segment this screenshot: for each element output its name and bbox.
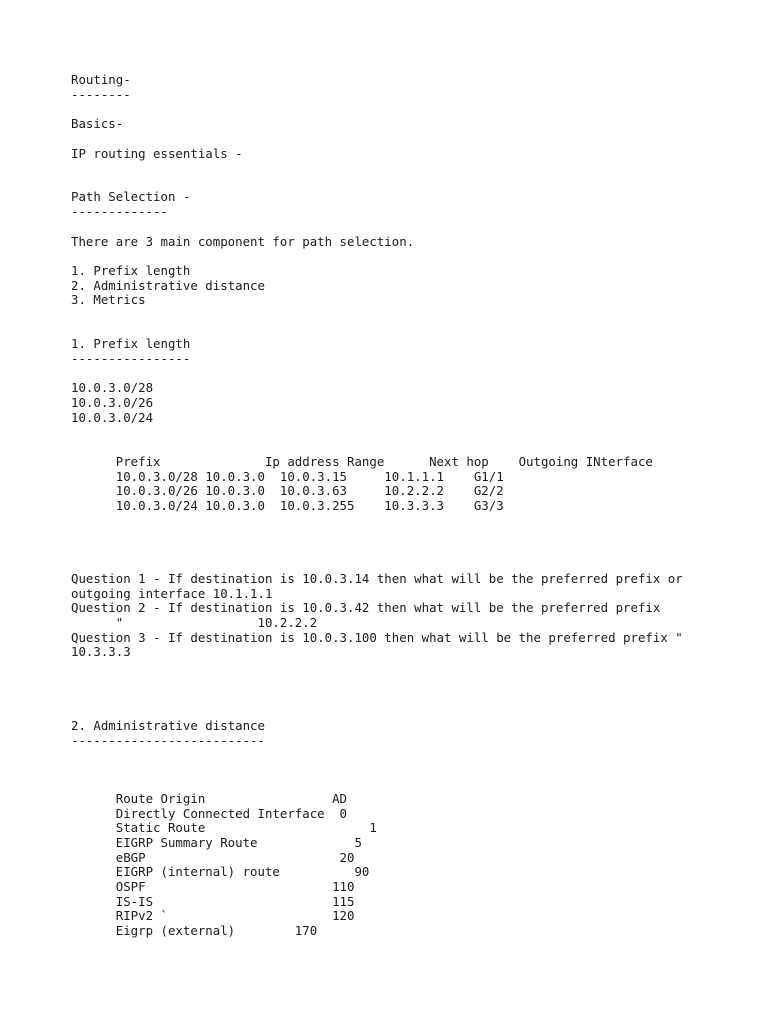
prefix-length-underline: ---------------- (71, 351, 191, 366)
path-selection-intro: There are 3 main component for path selection. (71, 234, 415, 249)
question-line: Question 1 - If destination is 10.0.3.14 then what will be the preferred prefix or (71, 571, 683, 586)
question-line: outgoing interface 10.1.1.1 (71, 586, 273, 601)
prefix-table-row: 10.0.3.0/28 10.0.3.0 10.0.3.15 10.1.1.1 G1/1 (71, 469, 504, 484)
question-line: Question 2 - If destination is 10.0.3.42 then what will be the preferred prefix (71, 600, 661, 615)
ad-table-row: EIGRP (internal) route 90 (71, 864, 370, 879)
prefix-table-row: 10.0.3.0/24 10.0.3.0 10.0.3.255 10.3.3.3 G3/3 (71, 498, 504, 513)
ad-table-row: Directly Connected Interface 0 (71, 806, 348, 821)
component-item: 2. Administrative distance (71, 278, 265, 293)
ad-table-row: Eigrp (external) 170 (71, 923, 318, 938)
path-selection-heading: Path Selection - (71, 189, 191, 204)
prefix-table-header: Prefix Ip address Range Next hop Outgoing INterface (71, 454, 653, 469)
ad-table-row: eBGP 20 (71, 850, 355, 865)
prefix-item: 10.0.3.0/24 (71, 410, 154, 425)
basics-heading: Basics- (71, 116, 124, 131)
prefix-length-heading: 1. Prefix length (71, 336, 191, 351)
admin-distance-underline: -------------------------- (71, 733, 265, 748)
ad-table-row: OSPF 110 (71, 879, 355, 894)
admin-distance-heading: 2. Administrative distance (71, 718, 265, 733)
ad-table-row: Static Route 1 (71, 820, 377, 835)
document-title: Routing- (71, 72, 131, 87)
path-selection-underline: ------------- (71, 204, 168, 219)
prefix-item: 10.0.3.0/28 (71, 380, 154, 395)
question-line: " 10.2.2.2 (71, 615, 318, 630)
title-underline: -------- (71, 87, 131, 102)
ad-table-row: RIPv2 ` 120 (71, 908, 355, 923)
ip-routing-heading: IP routing essentials - (71, 146, 243, 161)
component-item: 3. Metrics (71, 292, 146, 307)
ad-table-row: IS-IS 115 (71, 894, 355, 909)
question-line: Question 3 - If destination is 10.0.3.100 then what will be the preferred prefix " (71, 630, 683, 645)
prefix-table-row: 10.0.3.0/26 10.0.3.0 10.0.3.63 10.2.2.2 G2/2 (71, 483, 504, 498)
question-line: 10.3.3.3 (71, 644, 131, 659)
component-item: 1. Prefix length (71, 263, 191, 278)
prefix-item: 10.0.3.0/26 (71, 395, 154, 410)
ad-table-header: Route Origin AD (71, 791, 348, 806)
ad-table-row: EIGRP Summary Route 5 (71, 835, 362, 850)
